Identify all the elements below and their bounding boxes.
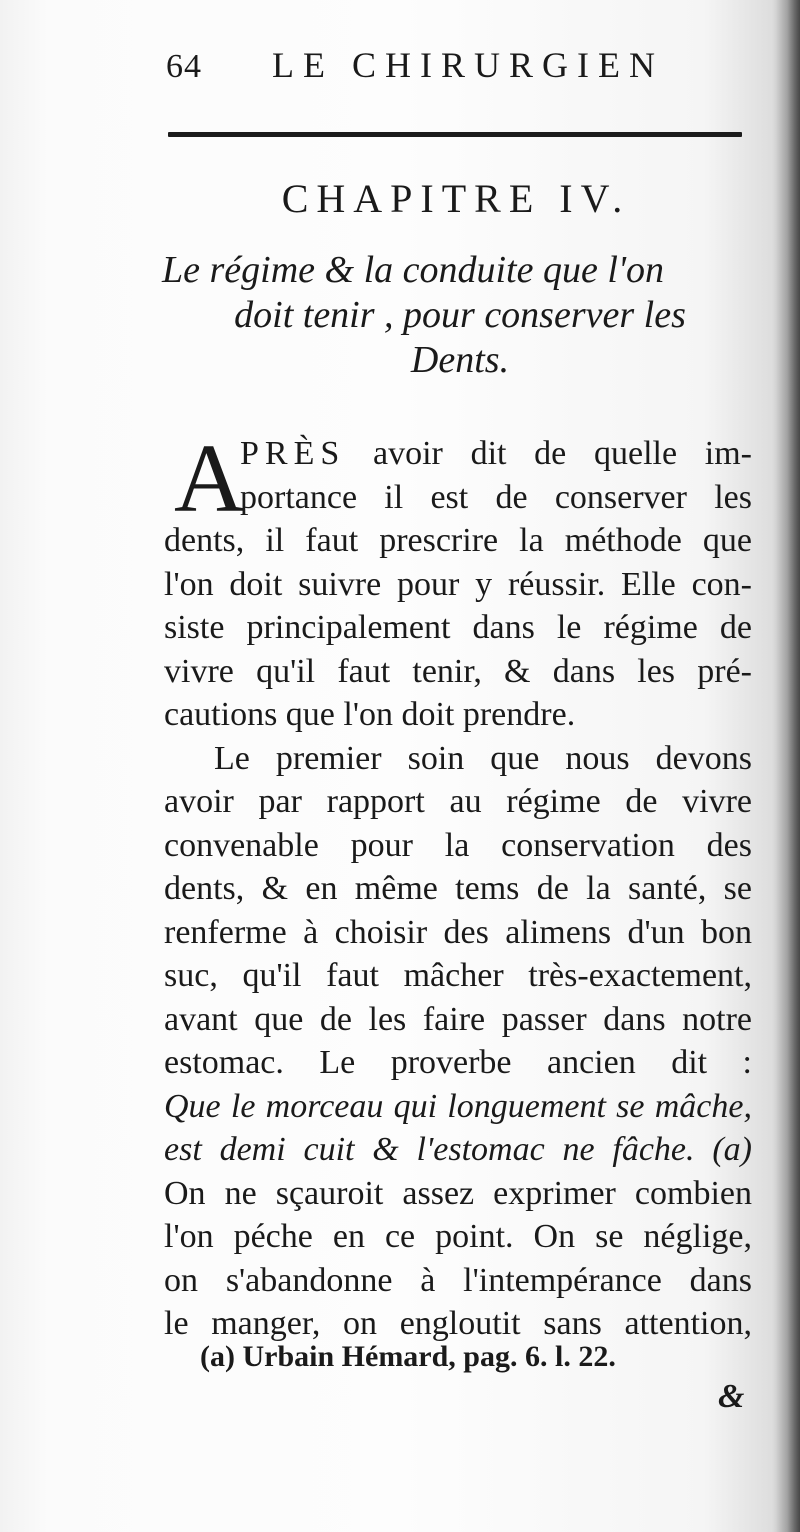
text-line: Le premier soin que nous devons: [214, 739, 752, 777]
body-text: [164, 425, 752, 1346]
text-line: siste principalement dans le régime de: [164, 609, 752, 646]
text-line: renferme à choisir des alimens d'un bon: [164, 913, 752, 951]
header-rule: [168, 132, 742, 137]
text-line: portance il est de conserver les: [240, 478, 752, 516]
page-number: 64: [166, 48, 202, 85]
text-line: dents, il faut prescrire la méthode que: [164, 522, 752, 559]
chapter-title: CHAPITRE IV.: [281, 176, 631, 221]
text-line: cautions que l'on doit prendre.: [164, 696, 576, 733]
running-head: LE CHIRURGIEN: [272, 45, 664, 85]
text-line: convenable pour la conservation des: [164, 826, 752, 864]
page-header: [166, 40, 746, 90]
drop-cap: A: [174, 425, 245, 533]
subtitle-line: Dents.: [410, 339, 510, 381]
first-word: PRÈS: [240, 435, 346, 472]
text-line: suc, qu'il faut mâcher très-exactement,: [164, 957, 752, 994]
text-line: estomac. Le proverbe ancien dit :: [164, 1044, 752, 1081]
text-line: vivre qu'il faut tenir, & dans les pré-: [164, 652, 752, 690]
text-line: le manger, on engloutit sans attention,: [164, 1305, 752, 1342]
text-line: avoir par rapport au régime de vivre: [164, 783, 752, 820]
footnote: (a) Urbain Hémard, pag. 6. l. 22.: [200, 1340, 616, 1373]
text-line: on s'abandonne à l'intempérance dans: [164, 1261, 752, 1299]
page-gutter-shadow: [772, 0, 800, 1532]
chapter-subtitle: [162, 248, 758, 383]
text-line-content: avoir dit de quelle im-: [372, 435, 752, 472]
catchword: &: [718, 1378, 745, 1415]
text-line: avant que de les faire passer dans notre: [164, 1000, 752, 1038]
text-line-italic: Que le morceau qui longuement se mâche,: [164, 1087, 752, 1125]
text-line-italic: est demi cuit & l'estomac ne fâche. (a): [164, 1131, 752, 1168]
text-line: l'on péche en ce point. On se néglige,: [164, 1218, 752, 1255]
subtitle-line: Le régime & la conduite que l'on: [162, 249, 665, 291]
text-line: [164, 432, 752, 476]
text-line: dents, & en même tems de la santé, se: [164, 870, 752, 907]
text-line: l'on doit suivre pour y réussir. Elle con-: [164, 565, 752, 603]
text-line: On ne sçauroit assez exprimer combien: [164, 1174, 752, 1212]
subtitle-line: doit tenir , pour conserver les: [234, 294, 686, 336]
